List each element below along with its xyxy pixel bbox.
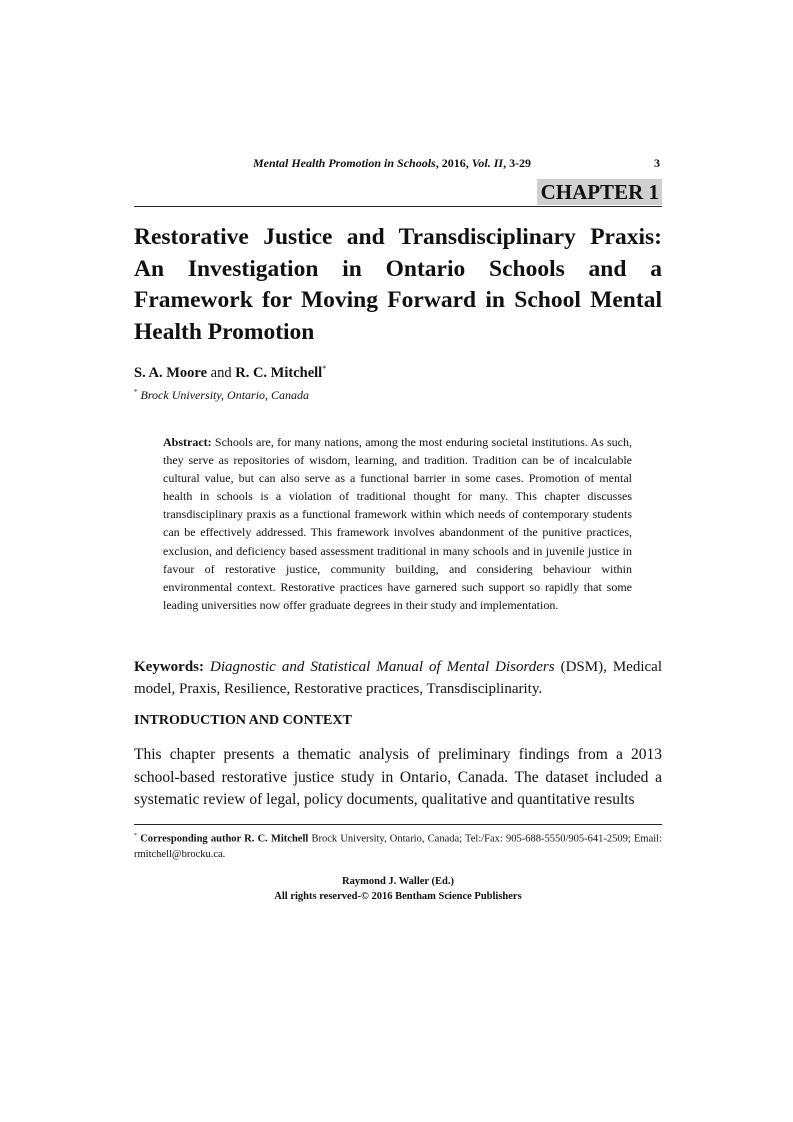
author-name: S. A. Moore — [134, 364, 208, 381]
affiliation-marker: * — [134, 388, 138, 396]
section-heading: INTRODUCTION AND CONTEXT — [134, 713, 352, 728]
affiliation — [134, 388, 309, 403]
publisher-info — [134, 874, 662, 904]
footnote-marker: * — [134, 833, 137, 839]
journal-year: , 2016, — [435, 156, 472, 170]
abstract-label: Abstract: — [163, 435, 212, 449]
header-rule — [134, 206, 662, 207]
author-connector: and — [207, 364, 236, 381]
page-number: 3 — [654, 156, 660, 170]
keywords-italic: Diagnostic and Statistical Manual of Mental Disorders — [210, 659, 555, 675]
footnote-rule — [134, 824, 662, 825]
affiliation-text: Brock University, Ontario, Canada — [137, 388, 310, 402]
author-line — [134, 364, 326, 382]
author-name: R. C. Mitchell — [235, 364, 323, 381]
footnote-label: Corresponding author R. C. Mitchell — [140, 833, 309, 845]
keywords — [134, 656, 662, 700]
footnote-text: Brock University, Ontario, Canada; Tel:/Fax: 905-688-5550/905-641-2509; Email: rmitchell@brocku.ca. — [134, 833, 662, 860]
keywords-label: Keywords: — [134, 659, 204, 675]
keywords-rest: (DSM), Medical model, Praxis, Resilience, Restorative practices, Transdisciplinarity. — [134, 659, 662, 697]
chapter-label: CHAPTER 1 — [537, 179, 662, 205]
journal-volume: Vol. II — [471, 156, 504, 170]
journal-pages: , 3-29 — [503, 156, 532, 170]
journal-citation — [253, 156, 531, 171]
intro-paragraph: This chapter presents a thematic analysis of preliminary findings from a 2013 school-based restorative justice study in Ontario, Canada. The dataset included a systematic review of legal, policy documents, qualitative and quantitative results — [134, 746, 662, 808]
journal-title: Mental Health Promotion in Schools — [253, 156, 436, 170]
editor-line: Raymond J. Waller (Ed.) — [342, 876, 454, 887]
chapter-title: Restorative Justice and Transdisciplinary Praxis: An Investigation in Ontario Schools and a Framework for Moving Forward in School Mental Health Promotion — [134, 224, 662, 345]
abstract-text: Schools are, for many nations, among the most enduring societal institutions. As such, they serve as repositories of wisdom, learning, and tradition. Tradition can be of incalculable cultural value, but can also serve as a functional barrier in some cases. Promotion of mental health in schools is a violation of traditional thought for many. This chapter discusses transdisciplinary praxis as a functional framework within which needs of contemporary students can be effectively addressed. This framework involves abandonment of the punitive practices, exclusion, and deficiency based assessment traditional in many schools and in juvenile justice in favour of restorative justice, community building, and considering behaviour within environmental context. Restorative practices have garnered such support so rapidly that some leading universities now offer graduate degrees in their study and implementation. — [163, 435, 632, 612]
abstract — [163, 433, 632, 614]
footnote — [134, 829, 662, 862]
rights-line: All rights reserved-© 2016 Bentham Science Publishers — [274, 891, 522, 902]
author-marker: * — [322, 364, 327, 373]
